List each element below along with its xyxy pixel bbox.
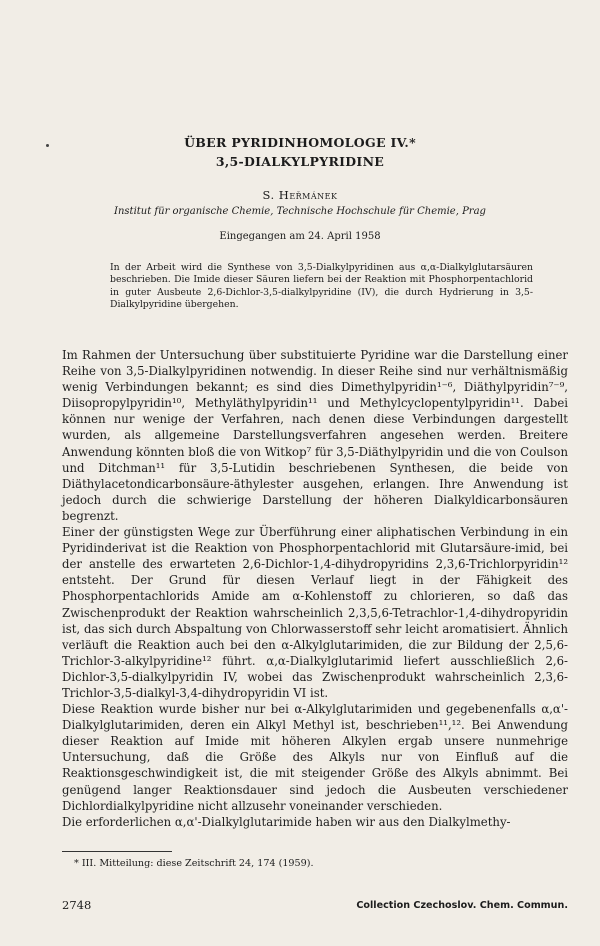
article-body [62,347,568,830]
journal-name: Collection Czechoslov. Chem. Commun. [356,900,568,911]
received-date: Eingegangen am 24. April 1958 [219,231,381,242]
body-paragraph-3: Diese Reaktion wurde bisher nur bei α-Alkylglutarimiden und gegebenenfalls α,α'-Dialkylglutarimiden, deren ein Alkyl Methyl ist, beschrieben¹¹,¹². Bei Anwendung dieser Reaktion auf Imide mit höheren Alkylen ergab unsere nunmehrige Untersuchung, daß die Größe des Alkyls nur von Einfluß auf die Reaktionsgeschwindigkeit ist, die mit steigender Größe des Alkyls abnimmt. Bei genügend langer Reaktionsdauer sind jedoch die Ausbeuten verschiedener Dichlordialkylpyridine nicht allzusehr voneinander verschieden. [62,702,568,813]
page-number: 2748 [62,898,92,912]
author-affiliation: Institut für organische Chemie, Technische Hochschule für Chemie, Prag [114,206,486,217]
article-subtitle: 3,5-DIALKYLPYRIDINE [215,154,385,169]
author-name: S. Heřmánek [262,188,338,202]
article-title: ÜBER PYRIDINHOMOLOGE IV.* [184,135,416,150]
footnote: * III. Mitteilung: diese Zeitschrift 24, 174 (1959). [74,858,314,869]
body-paragraph-2: Einer der günstigsten Wege zur Überführung einer aliphatischen Verbindung in ein Pyridinderivat ist die Reaktion von Phosphorpentachlorid mit Glutarsäure-imid, bei der anstelle des erwarteten 2,6-Dichlor-1,4-dihydropyridins 2,3,6-Trichlorpyridin¹² entsteht. Der Grund für diesen Verlauf liegt in der Fähigkeit des Phosphorpentachlorids Amide am α-Kohlenstoff zu chlorieren, so daß das Zwischenprodukt der Reaktion wahrscheinlich 2,3,5,6-Tetrachlor-1,4-dihydropyridin ist, das sich durch Abspaltung von Chlorwasserstoff sehr leicht aromatisiert. Ähnlich verläuft die Reaktion auch bei den α-Alkylglutarimiden, die zur Bildung der 2,5,6-Trichlor-3-alkylpyridine¹² führt. α,α-Dialkylglutarimid liefert ausschließlich 2,6-Dichlor-3,5-dialkylpyridin IV, wobei das Zwischenprodukt wahrscheinlich 2,3,6-Trichlor-3,5-dialkyl-3,4-dihydropyridin VI ist. [62,525,568,700]
footnote-divider [62,851,172,852]
abstract-text: In der Arbeit wird die Synthese von 3,5-Dialkylpyridinen aus α,α-Dialkylglutarsäuren beschrieben. Die Imide dieser Säuren liefern bei der Reaktion mit Phosphorpentachlorid in guter Ausbeute 2,6-Dichlor-3,5-dialkylpyridine (IV), die durch Hydrierung in 3,5-Dialkylpyridine übergehen. [110,262,533,311]
abstract [110,262,533,312]
body-paragraph-1: Im Rahmen der Untersuchung über substituierte Pyridine war die Darstellung einer Reihe von 3,5-Dialkylpyridinen notwendig. In dieser Reihe sind nur verhältnismäßig wenig Verbindungen bekannt; es sind dies Dimethylpyridin¹⁻⁶, Diäthylpyridin⁷⁻⁹, Diisopropylpyridin¹⁰, Methyläthylpyridin¹¹ und Methylcyclopentylpyridin¹¹. Dabei können nur wenige der Verfahren, nach denen diese Verbindungen dargestellt wurden, als allgemeine Darstellungsverfahren angesehen werden. Breitere Anwendung könnten bloß die von Witkop⁷ für 3,5-Diäthylpyridin und die von Coulson und Ditchman¹¹ für 3,5-Lutidin beschriebenen Synthesen, die beide von Diäthylacetondicarbonsäure-äthylester ausgehen, erlangen. Ihre Anwendung ist jedoch durch die schwierige Darstellung der höheren Dialkyldicarbonsäuren begrenzt. [62,348,568,523]
body-paragraph-4: Die erforderlichen α,α'-Dialkylglutarimide haben wir aus den Dialkylmethy- [62,814,511,829]
